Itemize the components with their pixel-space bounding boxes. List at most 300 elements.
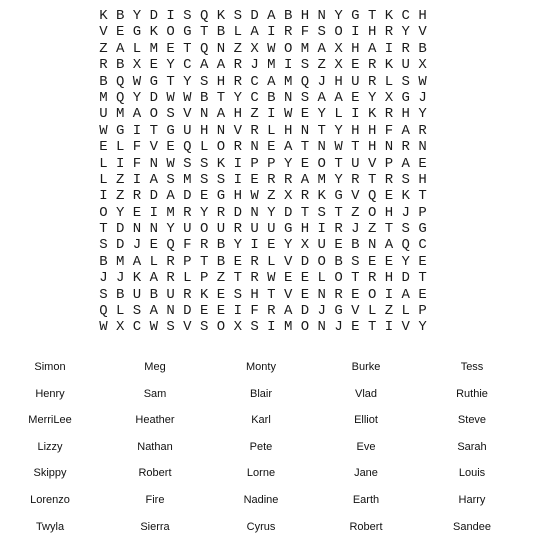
grid-letter[interactable]: N bbox=[283, 89, 293, 106]
grid-letter[interactable]: D bbox=[300, 253, 310, 270]
grid-letter[interactable]: E bbox=[149, 57, 158, 74]
grid-letter[interactable]: Y bbox=[199, 204, 209, 221]
grid-letter[interactable]: T bbox=[183, 40, 192, 57]
grid-letter[interactable]: S bbox=[401, 171, 410, 188]
grid-letter[interactable]: J bbox=[115, 270, 125, 287]
grid-letter[interactable]: A bbox=[283, 139, 293, 156]
grid-letter[interactable]: H bbox=[384, 204, 394, 221]
grid-letter[interactable]: H bbox=[334, 73, 343, 90]
grid-letter[interactable]: G bbox=[418, 221, 427, 238]
grid-letter[interactable]: V bbox=[351, 188, 360, 205]
grid-letter[interactable]: U bbox=[250, 221, 259, 238]
grid-letter[interactable]: G bbox=[283, 221, 293, 238]
grid-letter[interactable]: P bbox=[183, 253, 192, 270]
grid-letter[interactable]: S bbox=[250, 319, 259, 336]
grid-letter[interactable]: E bbox=[233, 253, 242, 270]
grid-letter[interactable]: L bbox=[99, 155, 108, 172]
grid-letter[interactable]: C bbox=[250, 73, 259, 90]
grid-letter[interactable]: S bbox=[183, 155, 192, 172]
grid-letter[interactable]: A bbox=[283, 303, 293, 320]
grid-letter[interactable]: R bbox=[283, 171, 293, 188]
grid-letter[interactable]: S bbox=[166, 319, 175, 336]
grid-letter[interactable]: L bbox=[334, 106, 343, 123]
grid-letter[interactable]: F bbox=[132, 139, 142, 156]
grid-letter[interactable]: A bbox=[132, 106, 142, 123]
grid-letter[interactable]: J bbox=[132, 237, 142, 254]
grid-letter[interactable]: L bbox=[199, 139, 209, 156]
grid-letter[interactable]: S bbox=[401, 221, 410, 238]
grid-letter[interactable]: E bbox=[166, 40, 175, 57]
grid-letter[interactable]: F bbox=[250, 303, 259, 320]
grid-letter[interactable]: I bbox=[149, 204, 158, 221]
grid-letter[interactable]: T bbox=[334, 204, 343, 221]
grid-letter[interactable]: T bbox=[267, 286, 276, 303]
grid-letter[interactable]: S bbox=[199, 319, 209, 336]
grid-letter[interactable]: D bbox=[233, 204, 242, 221]
grid-letter[interactable]: S bbox=[166, 171, 175, 188]
grid-letter[interactable]: N bbox=[300, 122, 310, 139]
grid-letter[interactable]: R bbox=[384, 171, 394, 188]
grid-letter[interactable]: V bbox=[283, 286, 293, 303]
grid-letter[interactable]: A bbox=[334, 89, 343, 106]
grid-letter[interactable]: Z bbox=[115, 171, 125, 188]
grid-letter[interactable]: H bbox=[384, 270, 394, 287]
grid-letter[interactable]: T bbox=[199, 24, 209, 41]
grid-letter[interactable]: A bbox=[317, 40, 326, 57]
grid-letter[interactable]: I bbox=[283, 57, 293, 74]
grid-letter[interactable]: O bbox=[317, 253, 326, 270]
grid-letter[interactable]: W bbox=[149, 319, 158, 336]
grid-letter[interactable]: N bbox=[132, 221, 142, 238]
grid-letter[interactable]: B bbox=[115, 286, 125, 303]
grid-letter[interactable]: O bbox=[334, 24, 343, 41]
grid-letter[interactable]: A bbox=[267, 73, 276, 90]
grid-letter[interactable]: K bbox=[199, 286, 209, 303]
grid-letter[interactable]: P bbox=[199, 270, 209, 287]
grid-letter[interactable]: W bbox=[334, 139, 343, 156]
grid-letter[interactable]: R bbox=[334, 286, 343, 303]
grid-letter[interactable]: Q bbox=[99, 303, 108, 320]
grid-letter[interactable]: C bbox=[418, 237, 427, 254]
grid-letter[interactable]: J bbox=[317, 73, 326, 90]
grid-letter[interactable]: A bbox=[216, 106, 226, 123]
grid-letter[interactable]: E bbox=[300, 155, 310, 172]
grid-letter[interactable]: W bbox=[99, 122, 108, 139]
grid-letter[interactable]: E bbox=[300, 106, 310, 123]
grid-letter[interactable]: W bbox=[99, 319, 108, 336]
grid-letter[interactable]: A bbox=[115, 40, 125, 57]
grid-letter[interactable]: E bbox=[99, 139, 108, 156]
grid-letter[interactable]: U bbox=[132, 286, 142, 303]
grid-letter[interactable]: I bbox=[384, 286, 394, 303]
grid-letter[interactable]: T bbox=[384, 221, 394, 238]
grid-letter[interactable]: Z bbox=[216, 270, 226, 287]
grid-letter[interactable]: D bbox=[183, 188, 192, 205]
grid-letter[interactable]: Z bbox=[267, 188, 276, 205]
grid-letter[interactable]: L bbox=[183, 270, 192, 287]
grid-letter[interactable]: U bbox=[317, 237, 326, 254]
grid-letter[interactable]: V bbox=[351, 303, 360, 320]
grid-letter[interactable]: I bbox=[267, 106, 276, 123]
grid-letter[interactable]: L bbox=[401, 303, 410, 320]
grid-letter[interactable]: O bbox=[99, 204, 108, 221]
grid-letter[interactable]: B bbox=[115, 57, 125, 74]
grid-letter[interactable]: E bbox=[300, 270, 310, 287]
grid-letter[interactable]: H bbox=[418, 8, 427, 24]
grid-letter[interactable]: X bbox=[418, 57, 427, 74]
grid-letter[interactable]: R bbox=[384, 24, 394, 41]
grid-letter[interactable]: V bbox=[183, 106, 192, 123]
grid-letter[interactable]: N bbox=[166, 303, 175, 320]
grid-letter[interactable]: H bbox=[233, 106, 242, 123]
grid-letter[interactable]: W bbox=[283, 106, 293, 123]
grid-letter[interactable]: B bbox=[99, 73, 108, 90]
grid-letter[interactable]: A bbox=[216, 57, 226, 74]
grid-letter[interactable]: Y bbox=[367, 89, 377, 106]
grid-letter[interactable]: N bbox=[250, 139, 259, 156]
grid-letter[interactable]: Y bbox=[401, 24, 410, 41]
grid-letter[interactable]: Y bbox=[115, 204, 125, 221]
grid-letter[interactable]: L bbox=[267, 253, 276, 270]
grid-letter[interactable]: I bbox=[233, 155, 242, 172]
grid-letter[interactable]: G bbox=[132, 24, 142, 41]
grid-letter[interactable]: O bbox=[216, 139, 226, 156]
grid-letter[interactable]: N bbox=[317, 286, 326, 303]
grid-letter[interactable]: E bbox=[384, 188, 394, 205]
grid-letter[interactable]: M bbox=[166, 204, 175, 221]
grid-letter[interactable]: M bbox=[115, 106, 125, 123]
grid-letter[interactable]: O bbox=[317, 155, 326, 172]
grid-letter[interactable]: Y bbox=[334, 122, 343, 139]
grid-letter[interactable]: H bbox=[283, 122, 293, 139]
grid-letter[interactable]: A bbox=[401, 286, 410, 303]
grid-letter[interactable]: H bbox=[351, 122, 360, 139]
grid-letter[interactable]: X bbox=[115, 319, 125, 336]
grid-letter[interactable]: O bbox=[300, 319, 310, 336]
grid-letter[interactable]: T bbox=[166, 73, 175, 90]
grid-letter[interactable]: R bbox=[401, 139, 410, 156]
grid-letter[interactable]: R bbox=[233, 57, 242, 74]
grid-letter[interactable]: J bbox=[418, 89, 427, 106]
grid-letter[interactable]: E bbox=[351, 286, 360, 303]
grid-letter[interactable]: I bbox=[384, 40, 394, 57]
grid-letter[interactable]: L bbox=[267, 122, 276, 139]
grid-letter[interactable]: A bbox=[317, 89, 326, 106]
grid-letter[interactable]: I bbox=[233, 303, 242, 320]
grid-letter[interactable]: D bbox=[183, 303, 192, 320]
grid-letter[interactable]: E bbox=[384, 253, 394, 270]
grid-letter[interactable]: S bbox=[199, 171, 209, 188]
grid-letter[interactable]: R bbox=[166, 270, 175, 287]
grid-letter[interactable]: R bbox=[183, 286, 192, 303]
grid-letter[interactable]: V bbox=[233, 122, 242, 139]
grid-letter[interactable]: V bbox=[283, 253, 293, 270]
grid-letter[interactable]: R bbox=[132, 188, 142, 205]
grid-letter[interactable]: E bbox=[199, 303, 209, 320]
grid-letter[interactable]: F bbox=[183, 237, 192, 254]
grid-letter[interactable]: R bbox=[233, 139, 242, 156]
grid-letter[interactable]: R bbox=[351, 171, 360, 188]
grid-letter[interactable]: N bbox=[216, 122, 226, 139]
grid-letter[interactable]: B bbox=[267, 89, 276, 106]
grid-letter[interactable]: W bbox=[418, 73, 427, 90]
grid-letter[interactable]: A bbox=[250, 24, 259, 41]
grid-letter[interactable]: M bbox=[99, 89, 108, 106]
grid-letter[interactable]: O bbox=[216, 319, 226, 336]
grid-letter[interactable]: U bbox=[351, 73, 360, 90]
grid-letter[interactable]: S bbox=[317, 204, 326, 221]
grid-letter[interactable]: Q bbox=[367, 188, 377, 205]
grid-letter[interactable]: U bbox=[401, 57, 410, 74]
grid-letter[interactable]: S bbox=[199, 155, 209, 172]
grid-letter[interactable]: H bbox=[367, 139, 377, 156]
grid-letter[interactable]: Y bbox=[334, 8, 343, 24]
grid-letter[interactable]: M bbox=[283, 319, 293, 336]
grid-letter[interactable]: M bbox=[115, 253, 125, 270]
grid-letter[interactable]: G bbox=[183, 24, 192, 41]
grid-letter[interactable]: O bbox=[149, 106, 158, 123]
grid-letter[interactable]: K bbox=[367, 106, 377, 123]
grid-letter[interactable]: V bbox=[183, 319, 192, 336]
grid-letter[interactable]: M bbox=[300, 40, 310, 57]
grid-letter[interactable]: Z bbox=[384, 303, 394, 320]
grid-letter[interactable]: Y bbox=[418, 319, 427, 336]
grid-letter[interactable]: I bbox=[233, 171, 242, 188]
grid-letter[interactable]: E bbox=[267, 237, 276, 254]
grid-letter[interactable]: J bbox=[99, 270, 108, 287]
grid-letter[interactable]: A bbox=[300, 171, 310, 188]
grid-letter[interactable]: R bbox=[166, 253, 175, 270]
grid-letter[interactable]: J bbox=[334, 319, 343, 336]
grid-letter[interactable]: X bbox=[132, 57, 142, 74]
grid-letter[interactable]: T bbox=[367, 319, 377, 336]
grid-letter[interactable]: R bbox=[99, 57, 108, 74]
grid-letter[interactable]: O bbox=[166, 24, 175, 41]
grid-letter[interactable]: Y bbox=[418, 106, 427, 123]
grid-letter[interactable]: B bbox=[199, 89, 209, 106]
grid-letter[interactable]: D bbox=[300, 303, 310, 320]
grid-letter[interactable]: Y bbox=[183, 73, 192, 90]
grid-letter[interactable]: A bbox=[132, 253, 142, 270]
grid-letter[interactable]: L bbox=[115, 139, 125, 156]
grid-letter[interactable]: T bbox=[199, 253, 209, 270]
grid-letter[interactable]: W bbox=[166, 155, 175, 172]
grid-letter[interactable]: K bbox=[149, 24, 158, 41]
grid-letter[interactable]: R bbox=[267, 303, 276, 320]
grid-letter[interactable]: L bbox=[132, 40, 142, 57]
grid-letter[interactable]: H bbox=[216, 73, 226, 90]
grid-letter[interactable]: D bbox=[250, 8, 259, 24]
grid-letter[interactable]: C bbox=[132, 319, 142, 336]
grid-letter[interactable]: M bbox=[183, 171, 192, 188]
grid-letter[interactable]: A bbox=[401, 122, 410, 139]
grid-letter[interactable]: N bbox=[317, 139, 326, 156]
grid-letter[interactable]: A bbox=[166, 188, 175, 205]
grid-letter[interactable]: N bbox=[149, 221, 158, 238]
grid-letter[interactable]: I bbox=[99, 188, 108, 205]
grid-letter[interactable]: K bbox=[216, 155, 226, 172]
grid-letter[interactable]: Y bbox=[283, 237, 293, 254]
grid-letter[interactable]: X bbox=[334, 40, 343, 57]
grid-letter[interactable]: W bbox=[132, 73, 142, 90]
grid-letter[interactable]: U bbox=[99, 106, 108, 123]
grid-letter[interactable]: N bbox=[367, 237, 377, 254]
grid-letter[interactable]: Y bbox=[132, 8, 142, 24]
grid-letter[interactable]: G bbox=[115, 122, 125, 139]
grid-letter[interactable]: R bbox=[418, 122, 427, 139]
grid-letter[interactable]: Q bbox=[166, 237, 175, 254]
grid-letter[interactable]: Y bbox=[267, 204, 276, 221]
grid-letter[interactable]: Q bbox=[401, 237, 410, 254]
grid-letter[interactable]: T bbox=[317, 122, 326, 139]
grid-letter[interactable]: T bbox=[300, 139, 310, 156]
grid-letter[interactable]: E bbox=[199, 188, 209, 205]
grid-letter[interactable]: E bbox=[418, 155, 427, 172]
grid-letter[interactable]: E bbox=[300, 286, 310, 303]
grid-letter[interactable]: R bbox=[401, 40, 410, 57]
grid-letter[interactable]: Q bbox=[115, 73, 125, 90]
grid-letter[interactable]: T bbox=[367, 8, 377, 24]
grid-letter[interactable]: T bbox=[216, 89, 226, 106]
grid-letter[interactable]: M bbox=[149, 40, 158, 57]
grid-letter[interactable]: P bbox=[418, 303, 427, 320]
grid-letter[interactable]: H bbox=[367, 122, 377, 139]
grid-letter[interactable]: N bbox=[317, 8, 326, 24]
grid-letter[interactable]: E bbox=[250, 171, 259, 188]
grid-letter[interactable]: Z bbox=[351, 204, 360, 221]
grid-letter[interactable]: B bbox=[351, 237, 360, 254]
grid-letter[interactable]: E bbox=[351, 319, 360, 336]
grid-letter[interactable]: H bbox=[401, 106, 410, 123]
grid-letter[interactable]: G bbox=[351, 8, 360, 24]
grid-letter[interactable]: Z bbox=[233, 40, 242, 57]
grid-letter[interactable]: B bbox=[283, 8, 293, 24]
grid-letter[interactable]: Q bbox=[115, 89, 125, 106]
grid-letter[interactable]: S bbox=[300, 89, 310, 106]
grid-letter[interactable]: M bbox=[283, 73, 293, 90]
grid-letter[interactable]: L bbox=[317, 270, 326, 287]
grid-letter[interactable]: R bbox=[233, 73, 242, 90]
grid-letter[interactable]: B bbox=[99, 253, 108, 270]
grid-letter[interactable]: T bbox=[418, 270, 427, 287]
grid-letter[interactable]: N bbox=[317, 319, 326, 336]
grid-letter[interactable]: B bbox=[334, 253, 343, 270]
grid-letter[interactable]: A bbox=[149, 270, 158, 287]
grid-letter[interactable]: O bbox=[367, 204, 377, 221]
grid-letter[interactable]: U bbox=[351, 155, 360, 172]
grid-letter[interactable]: T bbox=[149, 122, 158, 139]
grid-letter[interactable]: G bbox=[401, 89, 410, 106]
grid-letter[interactable]: D bbox=[115, 237, 125, 254]
grid-letter[interactable]: U bbox=[216, 221, 226, 238]
grid-letter[interactable]: V bbox=[149, 139, 158, 156]
grid-letter[interactable]: E bbox=[132, 204, 142, 221]
grid-letter[interactable]: N bbox=[216, 40, 226, 57]
grid-letter[interactable]: E bbox=[334, 237, 343, 254]
grid-letter[interactable]: V bbox=[367, 155, 377, 172]
grid-letter[interactable]: I bbox=[166, 8, 175, 24]
grid-letter[interactable]: J bbox=[351, 221, 360, 238]
grid-letter[interactable]: I bbox=[317, 221, 326, 238]
grid-letter[interactable]: N bbox=[149, 155, 158, 172]
grid-letter[interactable]: M bbox=[317, 171, 326, 188]
grid-letter[interactable]: E bbox=[351, 89, 360, 106]
grid-letter[interactable]: Y bbox=[317, 106, 326, 123]
grid-letter[interactable]: H bbox=[250, 286, 259, 303]
grid-letter[interactable]: H bbox=[367, 24, 377, 41]
grid-letter[interactable]: I bbox=[132, 122, 142, 139]
grid-letter[interactable]: I bbox=[115, 155, 125, 172]
grid-letter[interactable]: I bbox=[267, 319, 276, 336]
grid-letter[interactable]: Q bbox=[199, 40, 209, 57]
grid-letter[interactable]: E bbox=[418, 253, 427, 270]
grid-letter[interactable]: F bbox=[300, 24, 310, 41]
grid-letter[interactable]: R bbox=[367, 270, 377, 287]
grid-letter[interactable]: G bbox=[166, 122, 175, 139]
grid-letter[interactable]: S bbox=[317, 24, 326, 41]
grid-letter[interactable]: C bbox=[401, 8, 410, 24]
grid-letter[interactable]: R bbox=[216, 204, 226, 221]
grid-letter[interactable]: D bbox=[401, 270, 410, 287]
grid-letter[interactable]: E bbox=[115, 24, 125, 41]
grid-letter[interactable]: W bbox=[267, 40, 276, 57]
grid-letter[interactable]: I bbox=[384, 319, 394, 336]
grid-letter[interactable]: O bbox=[283, 40, 293, 57]
grid-letter[interactable]: Y bbox=[132, 89, 142, 106]
grid-letter[interactable]: L bbox=[99, 171, 108, 188]
grid-letter[interactable]: E bbox=[216, 303, 226, 320]
grid-letter[interactable]: S bbox=[99, 237, 108, 254]
grid-letter[interactable]: R bbox=[233, 221, 242, 238]
grid-letter[interactable]: R bbox=[384, 106, 394, 123]
grid-letter[interactable]: D bbox=[149, 89, 158, 106]
grid-letter[interactable]: U bbox=[183, 122, 192, 139]
grid-letter[interactable]: S bbox=[99, 286, 108, 303]
grid-letter[interactable]: O bbox=[199, 221, 209, 238]
grid-letter[interactable]: R bbox=[334, 221, 343, 238]
grid-letter[interactable]: I bbox=[351, 24, 360, 41]
grid-letter[interactable]: S bbox=[233, 8, 242, 24]
grid-letter[interactable]: Y bbox=[166, 221, 175, 238]
grid-letter[interactable]: M bbox=[267, 57, 276, 74]
grid-letter[interactable]: R bbox=[283, 24, 293, 41]
grid-letter[interactable]: F bbox=[384, 122, 394, 139]
grid-letter[interactable]: A bbox=[199, 57, 209, 74]
grid-letter[interactable]: Z bbox=[250, 106, 259, 123]
grid-letter[interactable]: S bbox=[351, 253, 360, 270]
grid-letter[interactable]: S bbox=[166, 106, 175, 123]
grid-letter[interactable]: K bbox=[401, 188, 410, 205]
grid-letter[interactable]: T bbox=[351, 270, 360, 287]
grid-letter[interactable]: Z bbox=[115, 188, 125, 205]
grid-letter[interactable]: B bbox=[216, 237, 226, 254]
grid-letter[interactable]: H bbox=[418, 171, 427, 188]
grid-letter[interactable]: Z bbox=[367, 221, 377, 238]
grid-letter[interactable]: J bbox=[317, 303, 326, 320]
grid-letter[interactable]: I bbox=[351, 106, 360, 123]
grid-letter[interactable]: E bbox=[418, 286, 427, 303]
grid-letter[interactable]: W bbox=[267, 270, 276, 287]
grid-letter[interactable]: A bbox=[149, 303, 158, 320]
grid-letter[interactable]: R bbox=[300, 188, 310, 205]
grid-letter[interactable]: Y bbox=[401, 253, 410, 270]
grid-letter[interactable]: G bbox=[334, 188, 343, 205]
grid-letter[interactable]: B bbox=[115, 8, 125, 24]
grid-letter[interactable]: N bbox=[199, 106, 209, 123]
grid-letter[interactable]: H bbox=[300, 8, 310, 24]
grid-letter[interactable]: Y bbox=[334, 171, 343, 188]
grid-letter[interactable]: P bbox=[250, 155, 259, 172]
